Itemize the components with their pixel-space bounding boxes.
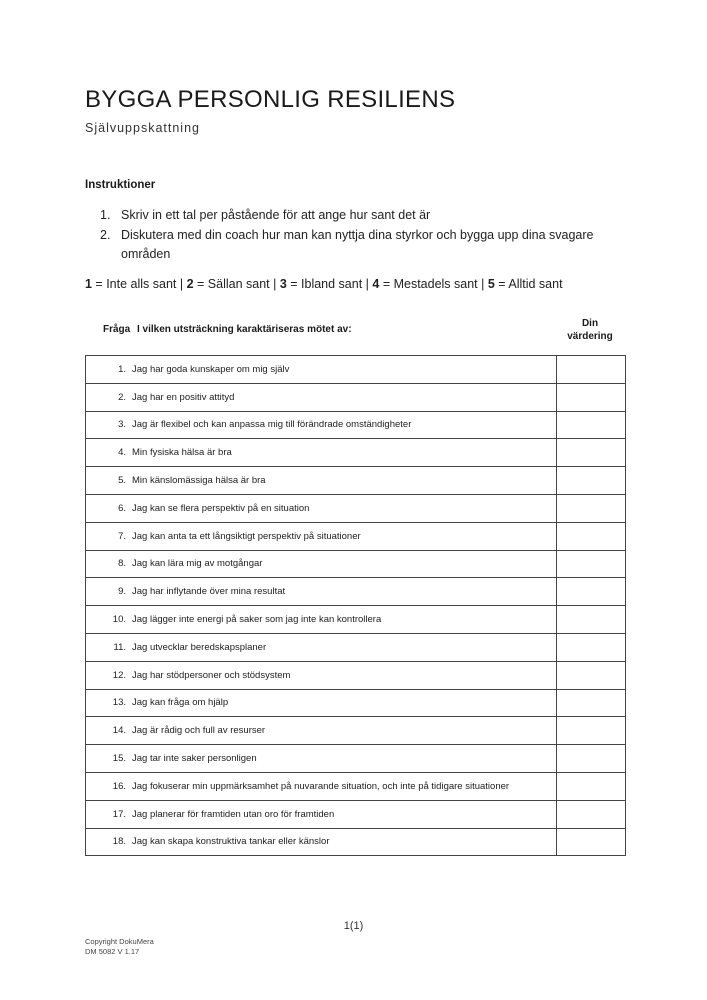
table-row [86, 467, 626, 495]
question-cell [86, 356, 557, 384]
question-cell [86, 522, 557, 550]
rating-cell[interactable] [557, 356, 626, 384]
question-text: Jag har goda kunskaper om mig själv [132, 363, 290, 375]
question-text: Jag är rådig och full av resurser [132, 725, 266, 737]
scale-label: = Sällan sant | [193, 277, 280, 291]
question-number: 4. [118, 447, 126, 459]
question-text: Jag fokuserar min uppmärksamhet på nuvarande situation, och inte på tidigare situationer [132, 780, 510, 792]
rating-cell[interactable] [557, 745, 626, 773]
scale-value: 3 [279, 277, 287, 291]
column-header-statement: I vilken utsträckning karaktäriseras mötet av: [137, 324, 352, 335]
question-number: 13. [112, 697, 126, 709]
instructions-list [100, 206, 610, 265]
page-number: 1(1) [343, 920, 364, 932]
question-cell [86, 800, 557, 828]
scale-value: 5 [487, 277, 495, 291]
table-row [86, 606, 626, 634]
question-cell [86, 383, 557, 411]
question-text: Jag tar inte saker personligen [132, 753, 257, 765]
rating-cell[interactable] [557, 383, 626, 411]
question-number: 2. [118, 391, 126, 403]
question-number: 7. [118, 530, 126, 542]
question-number: 1. [118, 363, 126, 375]
instruction-text: Skriv in ett tal per påstående för att ange hur sant det är [121, 208, 431, 222]
rating-cell[interactable] [557, 439, 626, 467]
table-row [86, 356, 626, 384]
copyright-text: Copyright DokuMera [85, 937, 154, 946]
question-cell [86, 494, 557, 522]
question-cell [86, 828, 557, 856]
rating-cell[interactable] [557, 522, 626, 550]
document-title: BYGGA PERSONLIG RESILIENS [85, 86, 456, 113]
question-cell [86, 467, 557, 495]
footer [85, 937, 154, 957]
question-cell [86, 661, 557, 689]
scale-label: = Inte alls sant | [91, 277, 187, 291]
table-row [86, 717, 626, 745]
scale-label: = Ibland sant | [286, 277, 373, 291]
scale-label: = Alltid sant [494, 277, 563, 291]
instructions-heading: Instruktioner [85, 179, 156, 191]
question-number: 6. [118, 502, 126, 514]
rating-cell[interactable] [557, 661, 626, 689]
rating-cell[interactable] [557, 411, 626, 439]
question-text: Min fysiska hälsa är bra [132, 447, 232, 459]
question-number: 10. [112, 614, 126, 626]
rating-cell[interactable] [557, 467, 626, 495]
question-text: Jag planerar för framtiden utan oro för framtiden [132, 808, 335, 820]
question-number: 14. [112, 725, 126, 737]
rating-cell[interactable] [557, 578, 626, 606]
question-cell [86, 689, 557, 717]
question-cell [86, 606, 557, 634]
question-cell [86, 439, 557, 467]
table-row [86, 661, 626, 689]
question-cell [86, 772, 557, 800]
question-number: 3. [118, 419, 126, 431]
instruction-number: 2. [100, 227, 111, 242]
column-header-question: Fråga [103, 324, 131, 335]
rating-scale [85, 277, 563, 291]
column-header-rating [556, 317, 624, 343]
question-cell [86, 411, 557, 439]
rating-cell[interactable] [557, 606, 626, 634]
scale-value: 2 [186, 277, 194, 291]
rating-cell[interactable] [557, 689, 626, 717]
rating-cell[interactable] [557, 717, 626, 745]
question-cell [86, 745, 557, 773]
table-row [86, 745, 626, 773]
question-number: 8. [118, 558, 126, 570]
instruction-number: 1. [100, 208, 111, 222]
question-text: Jag kan lära mig av motgångar [132, 558, 263, 570]
rating-header-line: värdering [567, 331, 613, 342]
question-cell [86, 633, 557, 661]
question-number: 9. [118, 586, 126, 598]
question-cell [86, 717, 557, 745]
question-text: Jag har en positiv attityd [132, 391, 235, 403]
instruction-item [100, 226, 610, 265]
rating-cell[interactable] [557, 800, 626, 828]
rating-header-line: Din [581, 318, 599, 329]
rating-cell[interactable] [557, 550, 626, 578]
question-text: Jag kan anta ta ett långsiktigt perspektiv på situationer [132, 530, 361, 542]
question-text: Jag kan fråga om hjälp [132, 697, 229, 709]
question-number: 15. [112, 753, 126, 765]
question-number: 16. [112, 780, 126, 792]
question-text: Jag är flexibel och kan anpassa mig till förändrade omständigheter [132, 419, 412, 431]
question-text: Jag kan skapa konstruktiva tankar eller känslor [132, 836, 330, 848]
question-text: Min känslomässiga hälsa är bra [132, 475, 266, 487]
rating-cell[interactable] [557, 828, 626, 856]
table-row [86, 828, 626, 856]
question-text: Jag lägger inte energi på saker som jag inte kan kontrollera [132, 614, 382, 626]
question-text: Jag har inflytande över mina resultat [132, 586, 286, 598]
question-cell [86, 550, 557, 578]
table-row [86, 411, 626, 439]
scale-label: = Mestadels sant | [379, 277, 488, 291]
question-number: 12. [112, 669, 126, 681]
instruction-text: Diskutera med din coach hur man kan nyttja dina styrkor och bygga upp dina svagare områden [121, 227, 594, 261]
question-number: 5. [118, 475, 126, 487]
table-row [86, 689, 626, 717]
instruction-item [100, 206, 610, 226]
scale-value: 1 [85, 277, 92, 291]
table-row [86, 522, 626, 550]
rating-cell[interactable] [557, 633, 626, 661]
rating-cell[interactable] [557, 772, 626, 800]
question-cell [86, 578, 557, 606]
question-text: Jag kan se flera perspektiv på en situation [132, 502, 310, 514]
table-row [86, 550, 626, 578]
question-text: Jag har stödpersoner och stödsystem [132, 669, 291, 681]
table-row [86, 578, 626, 606]
document-subtitle: Självuppskattning [85, 121, 200, 135]
table-row [86, 772, 626, 800]
table-row [86, 633, 626, 661]
question-number: 18. [112, 836, 126, 848]
rating-cell[interactable] [557, 494, 626, 522]
question-number: 11. [113, 641, 126, 653]
table-row [86, 383, 626, 411]
table-row [86, 800, 626, 828]
table-row [86, 494, 626, 522]
question-number: 17. [112, 808, 126, 820]
table-row [86, 439, 626, 467]
assessment-table [85, 355, 626, 856]
scale-value: 4 [372, 277, 380, 291]
question-text: Jag utvecklar beredskapsplaner [132, 641, 267, 653]
document-id: DM 5082 V 1.17 [85, 947, 140, 956]
